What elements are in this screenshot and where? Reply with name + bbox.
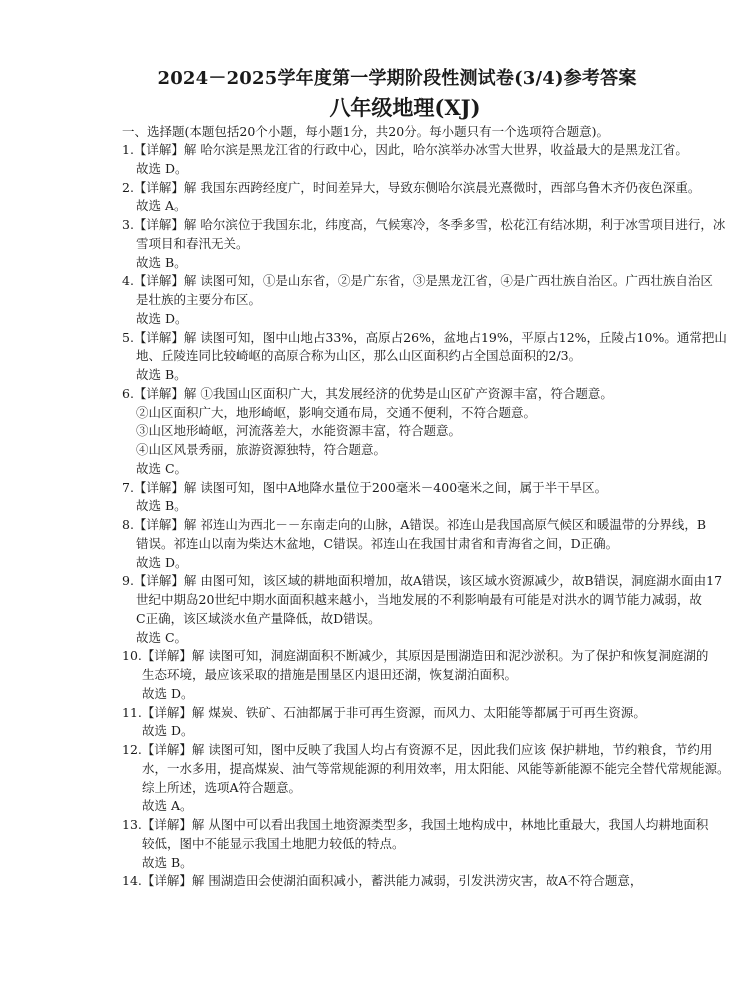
question-explanation: 7.【详解】解 读图可知，图中A地降水量位于200毫米－400毫米之间，属于半干旱区。 — [122, 479, 608, 495]
question-item — [122, 572, 722, 647]
question-explanation: 1.【详解】解 哈尔滨是黑龙江省的行政中心，因此，哈尔滨举办冰雪大世界，收益最大的是黑龙江省。 — [122, 142, 688, 157]
question-explanation-continued: ②山区面积广大，地形崎岖，影响交通布局，交通不便利，不符合题意。 — [136, 404, 537, 420]
question-item — [122, 741, 730, 816]
document-title: 2024－2025学年度第一学期阶段性测试卷(3/4)参考答案 — [157, 68, 637, 89]
answer-choice: 故选 C。 — [136, 629, 188, 645]
question-item — [122, 872, 722, 891]
question-item — [122, 179, 722, 217]
question-item — [122, 141, 722, 179]
question-item — [122, 272, 722, 328]
question-explanation: 10.【详解】解 读图可知，洞庭湖面积不断减少，其原因是围湖造田和泥沙淤积。为了保护和恢复洞庭湖的 — [122, 648, 709, 664]
answer-choice: 故选 D。 — [136, 310, 188, 326]
question-explanation-continued: 是壮族的主要分布区。 — [136, 292, 262, 307]
answer-choice: 故选 B。 — [136, 498, 187, 514]
question-explanation-continued: 较低，图中不能显示我国土地肥力较低的特点。 — [142, 835, 405, 851]
question-explanation-continued: 错误。祁连山以南为柴达木盆地，C错误。祁连山在我国甘肃省和青海省之间，D正确。 — [136, 535, 619, 551]
question-explanation-continued: 生态环境，最应该采取的措施是围垦区内退田还湖，恢复湖泊面积。 — [142, 667, 518, 682]
question-explanation-continued: 雪项目和春汛无关。 — [136, 235, 249, 251]
question-item — [122, 816, 722, 872]
answer-choice: 故选 D。 — [136, 554, 188, 570]
answer-choice: 故选 D。 — [136, 160, 188, 176]
question-item — [122, 516, 722, 572]
question-explanation: 13.【详解】解 从图中可以看出我国土地资源类型多，我国土地构成中，林地比重最大，我国人均耕地面积 — [122, 817, 709, 832]
question-explanation-continued: 世纪中期岛20世纪中期水面面积越来越小，当地发展的不利影响最有可能是对洪水的调节能力减弱，故 — [136, 592, 702, 607]
answer-choice: 故选 B。 — [136, 254, 187, 270]
answer-choice: 故选 D。 — [142, 723, 194, 739]
document-subtitle: 八年级地理(XJ) — [329, 95, 481, 120]
question-list — [122, 141, 730, 891]
question-explanation-continued: ④山区风景秀丽，旅游资源独特，符合题意。 — [136, 442, 387, 457]
question-explanation: 5.【详解】解 读图可知，图中山地占33%，高原占26%，盆地占19%，平原占12%，丘陵占10%。通常把山 — [122, 329, 727, 345]
question-explanation: 14.【详解】解 围湖造田会使湖泊面积减小，蓄洪能力减弱，引发洪涝灾害，故A不符合题意， — [122, 873, 643, 889]
question-item — [122, 385, 722, 479]
answer-choice: 故选 B。 — [142, 854, 193, 870]
question-item — [122, 479, 722, 517]
question-explanation-continued: C正确，该区域淡水鱼产量降低，故D错误。 — [136, 610, 381, 626]
question-item — [122, 329, 727, 385]
question-explanation: 11.【详解】解 煤炭、铁矿、石油都属于非可再生资源，而风力、太阳能等都属于可再生资源。 — [122, 704, 646, 720]
answer-choice: 故选 A。 — [136, 198, 187, 214]
question-explanation-continued: 水，一水多用，提高煤炭、油气等常规能源的利用效率，用太阳能、风能等新能源不能完全替代常规能源。 — [142, 760, 730, 776]
question-explanation: 9.【详解】解 由图可知，该区域的耕地面积增加，故A错误，该区域水资源减少，故B错误，洞庭湖水面由17 — [122, 573, 723, 589]
question-explanation: 2.【详解】解 我国东西跨经度广，时间差异大，导致东侧哈尔滨晨光熹微时，西部乌鲁木齐仍夜色深重。 — [122, 179, 701, 195]
question-item — [122, 704, 722, 742]
section-intro: 一、选择题(本题包括20个小题，每小题1分，共20分。每小题只有一个选项符合题意)。 — [122, 124, 610, 139]
answer-choice: 故选 A。 — [142, 798, 193, 814]
answer-choice: 故选 D。 — [142, 685, 194, 701]
question-explanation: 12.【详解】解 读图可知，图中反映了我国人均占有资源不足，因此我们应该 保护耕地，节约粮食，节约用 — [122, 742, 713, 757]
question-explanation-continued: 地、丘陵连同比较崎岖的高原合称为山区，那么山区面积约占全国总面积的2/3。 — [136, 348, 582, 364]
answer-choice: 故选 B。 — [136, 367, 187, 382]
question-explanation-continued: ③山区地形崎岖，河流落差大，水能资源丰富，符合题意。 — [136, 423, 462, 439]
question-item — [122, 216, 726, 272]
question-explanation: 6.【详解】解 ①我国山区面积广大，其发展经济的优势是山区矿产资源丰富，符合题意。 — [122, 385, 613, 401]
question-explanation: 3.【详解】解 哈尔滨位于我国东北，纬度高，气候寒冷，冬季多雪，松花江有结冰期，利于冰雪项目进行，冰 — [122, 217, 726, 232]
question-explanation-continued: 综上所述，选项A符合题意。 — [142, 779, 302, 795]
question-explanation: 8.【详解】解 祁连山为西北－－东南走向的山脉，A错误。祁连山是我国高原气候区和暖温带的分界线，B — [122, 517, 707, 532]
answer-choice: 故选 C。 — [136, 460, 188, 476]
question-explanation: 4.【详解】解 读图可知，①是山东省，②是广东省，③是黑龙江省，④是广西壮族自治区。广西壮族自治区 — [122, 273, 713, 289]
question-item — [122, 647, 722, 703]
